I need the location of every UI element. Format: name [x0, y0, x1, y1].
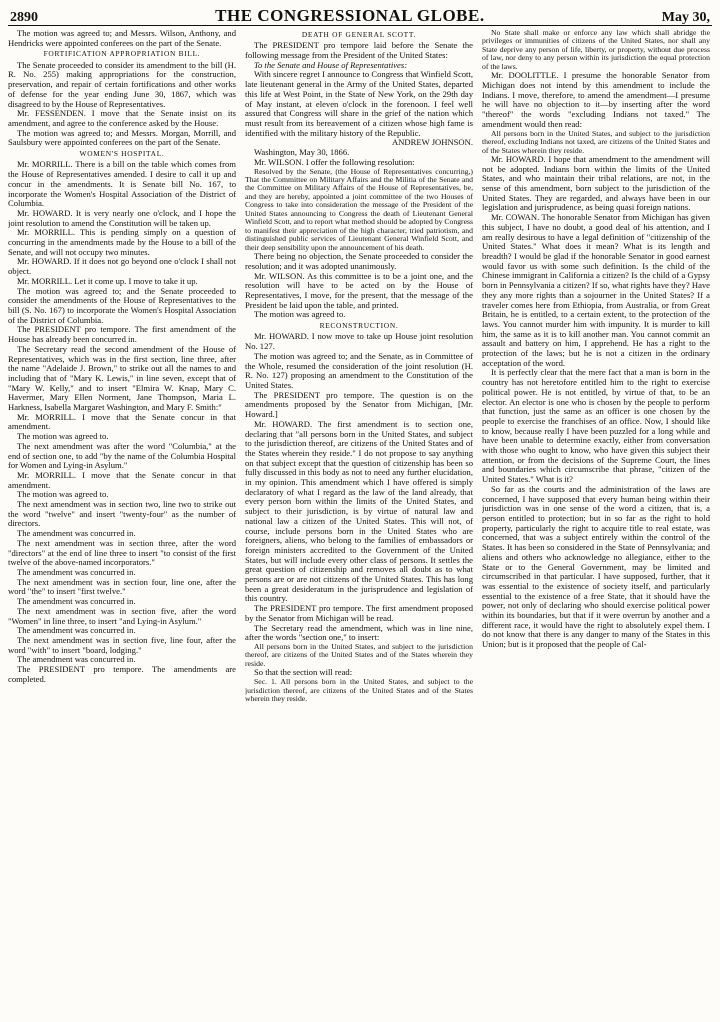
- column-middle: [245, 29, 473, 1022]
- paragraph: Mr. MORRILL. Let it come up. I move to take it up.: [17, 275, 198, 286]
- paragraph: The amendment was concurred in.: [17, 596, 136, 607]
- paragraph: The PRESIDENT pro tempore laid before the Senate the following message from the President of the United States:: [245, 40, 473, 61]
- paragraph: The motion was agreed to; and Messrs. Wilson, Anthony, and Hendricks were appointed conferees on the part of the Senate.: [8, 29, 236, 48]
- column-left: [8, 29, 236, 1022]
- section-heading: RECONSTRUCTION.: [319, 321, 399, 331]
- paragraph: Mr. HOWARD. I hope that amendment to the amendment will not be adopted. Indians born within the limits of the United States, and who maintain their tribal relations, are not, in the sense of this amendment, born subject to the jurisdiction of the United States. They are regarded, and always have been in our legislation and jurisprudence, as being quasi foreign nations.: [482, 153, 710, 213]
- issue-date: May 30,: [661, 10, 710, 25]
- section-heading: FORTIFICATION APPROPRIATION BILL.: [43, 49, 201, 59]
- paragraph: Mr. DOOLITTLE. I presume the honorable Senator from Michigan does not intend by this amendment to include the Indians. I move, therefore, to amend the amendment—I presume he will have no objection to it—by inserting after the word "thereof" the words "excluding Indians not taxed." The amendment would then read:: [482, 70, 710, 129]
- paragraph: Mr. HOWARD. The first amendment is to section one, declaring that "all persons born in the United States, and subject to the jurisdiction thereof, are citizens of the United States and of the States wherein they reside." I do not propose to say anything on that subject except that the question of citizenship has been so fully discussed in this body as not to need any further elucidation, in my opinion. This amendment which I have offered is simply declaratory of what I regard as the law of the land already, that every person born within the limits of the United States, and subject to their jurisdiction, is by virtue of natural law and national law a citizen of the United States. This will not, of course, include persons born in the United States who are foreigners, aliens, who belong to the families of embassadors or foreign ministers accredited to the Government of the United States, but will include every other class of persons. It settles the great question of citizenship and removes all doubt as to what persons are or are not citizens of the United States. This has long been a great desideratum in the jurisprudence and legislation of this country.: [245, 418, 473, 604]
- paragraph: The next amendment was in section four, line one, after the word "the" to insert "first twelve.": [8, 576, 236, 597]
- paragraph: ANDREW JOHNSON.: [391, 137, 473, 148]
- paragraph: No State shall make or enforce any law which shall abridge the privileges or immunities of citizens of the United States, nor shall any State deprive any person of life, liberty, or property, without due process of law, nor deny to any person within its jurisdiction the equal protection of the laws.: [482, 29, 710, 71]
- column-right: [482, 29, 710, 1022]
- page-number: 2890: [10, 10, 38, 25]
- paragraph: The motion was agreed to; and the Senate, as in Committee of the Whole, resumed the consideration of the joint resolution (H. R. No. 127) proposing an amendment to the Constitution of the United States.: [245, 350, 473, 390]
- paragraph: Sec. 1. All persons born in the United States, and subject to the jurisdiction thereof, are citizens of the United States and of the States wherein they reside.: [245, 677, 473, 704]
- paragraph: The amendment was concurred in.: [17, 625, 136, 636]
- paragraph: The motion was agreed to; and the Senate proceeded to consider the amendments of the House of Representatives to the bill (S. No. 167) to incorporate the Women's Hospital Association of the District of Columbia.: [8, 285, 236, 325]
- publication-title: THE CONGRESSIONAL GLOBE.: [215, 6, 485, 25]
- paragraph: Mr. MORRILL. There is a bill on the table which comes from the House of Representatives amended. I desire to call it up and concur in the amendments. It is Senate bill No. 167, to incorporate the Women's Hospital Association of the District of Columbia.: [8, 159, 236, 209]
- paragraph: Washington, May 30, 1866.: [254, 147, 350, 158]
- paragraph: With sincere regret I announce to Congress that Winfield Scott, late lieutenant general in the Army of the United States, departed this life at West Point, in the State of New York, on the 29th day of May instant, at eleven o'clock in the forenoon. I feel well assured that Congress will share in the grief of the nation which must result from its bereavement of a citizen whose high fame is identified with the military history of the Republic.: [245, 69, 473, 138]
- paragraph: The Secretary read the second amendment of the House of Representatives, which was in the first section, line three, after the name "Adelaide J. Brown," to strike out all the names to and including that of "Mary K. Lewis," in line seven, except that of "Mary W. Kelly," and to insert "Elmira W. Knap, Mary C. Havermer, Mary Ellen Norment, Jane Thompson, Maria L. Harkness, Isabella Margaret Washington, and Mary F. Smith:": [8, 343, 236, 413]
- paragraph: All persons born in the United States, and subject to the jurisdiction thereof, excluding Indians not taxed, are citizens of the United States and of the States wherein they reside.: [482, 128, 710, 155]
- paragraph: The amendment was concurred in.: [17, 654, 136, 665]
- paragraph: The motion was agreed to.: [17, 431, 109, 442]
- paragraph: Mr. MORRILL. This is pending simply on a question of concurring in the amendments made by the House to a bill of the Senate, and will not occupy two minutes.: [8, 227, 236, 257]
- paragraph: Mr. HOWARD. I now move to take up House joint resolution No. 127.: [245, 331, 473, 352]
- paragraph: The Senate proceeded to consider its amendment to the bill (H. R. No. 255) making appropriations for the construction, preservation, and repair of certain fortifications and other works of defense for the year ending June 30, 1867, which was disagreed to by the House of Representatives.: [8, 59, 236, 109]
- paragraph: Mr. HOWARD. It is very nearly one o'clock, and I hope the joint resolution to amend the Constitution will be taken up.: [8, 207, 236, 228]
- paragraph: It is perfectly clear that the mere fact that a man is born in the country has not heretofore entitled him to the right to exercise political power. He is not entitled, by virtue of that, to be an elector. An elector is one who is chosen by the people to perform that function, just the same as an officer is one chosen by the people to exercise the franchises of an office. Now, I should like to know, because really I have been puzzled for a long while and have been unable to determine exactly, either from conversation with those who ought to know, who have given this subject their attention, or from the decisions of the Supreme Court, the lines and boundaries which circumscribe that phrase, "citizen of the United States." What is it?: [482, 367, 710, 485]
- paragraph: Mr. WILSON. I offer the following resolution:: [254, 156, 415, 167]
- page-header: [8, 6, 712, 26]
- paragraph: The PRESIDENT pro tempore. The amendments are completed.: [8, 664, 236, 684]
- paragraph: The PRESIDENT pro tempore. The first amendment proposed by the Senator from Michigan will be read.: [245, 603, 473, 623]
- paragraph: Mr. MORRILL. I move that the Senate concur in that amendment.: [8, 411, 236, 432]
- paragraph: There being no objection, the Senate proceeded to consider the resolution; and it was adopted unanimously.: [245, 251, 473, 271]
- paragraph: So that the section will read:: [254, 667, 353, 678]
- paragraph: Mr. FESSENDEN. I move that the Senate insist on its amendment, and agree to the conference asked by the House.: [8, 108, 236, 128]
- paragraph: The PRESIDENT pro tempore. The question is on the amendments proposed by the Senator from Michigan, [Mr. Howard.]: [245, 389, 473, 420]
- paragraph: Resolved by the Senate, (the House of Representatives concurring,) That the Committee on Military Affairs and the Militia of the Senate and the Committee on Military Affairs of the House of Representatives, be, and they are hereby, appointed a joint committee of the two Houses of Congress to take into consideration the message of the President of the United States announcing to Congress the death of Lieutenant General Winfield Scott, and to report what method should be adopted by Congress to manifest their appreciation of the high character, tried patriotism, and distinguished public services of Lieutenant General Winfield Scott, and their deep sensibility upon the announcement of his death.: [245, 166, 473, 252]
- section-heading: DEATH OF GENERAL SCOTT.: [301, 30, 417, 39]
- paragraph: Mr. WILSON. As this committee is to be a joint one, and the resolution will have to be acted on by the House of Representatives, I move, for the present, that the message of the President be laid upon the table, and printed.: [245, 270, 473, 310]
- paragraph: Mr. COWAN. The honorable Senator from Michigan has given this subject, I have no doubt, a good deal of his attention, and I am really desirous to have a legal definition of "citizenship of the United States." What does it mean? What is its length and breadth? I would be glad if the honorable Senator in good earnest would favor us with some such definition. Is the child of the Chinese immigrant in California a citizen? Is the child of a Gypsy born in Pennsylvania a citizen? If so, what rights have they? Have they any more rights than a sojourner in the United States? If a traveler comes here from Ethiopia, from Australia, or from Great Britain, he is entitled, to a certain extent, to the protection of the laws. You cannot murder him with impunity. It is murder to kill him, the same as it is to kill another man. You cannot commit an assault and battery on him, I apprehend. He has a right to the protection of the laws; but he is not a citizen in the ordinary acceptation of the word.: [482, 212, 710, 368]
- paragraph: All persons born in the United States, and subject to the jurisdiction thereof, are citizens of the United States and of the States wherein they reside.: [245, 641, 473, 668]
- paragraph: Mr. HOWARD. If it does not go beyond one o'clock I shall not object.: [8, 256, 236, 277]
- paragraph: The motion was agreed to.: [254, 309, 346, 320]
- section-heading: WOMEN'S HOSPITAL.: [79, 149, 165, 159]
- paragraph: The amendment was concurred in.: [17, 528, 136, 539]
- paragraph: The PRESIDENT pro tempore. The first amendment of the House has already been concurred in.: [8, 324, 236, 345]
- paragraph: The amendment was concurred in.: [17, 566, 136, 577]
- paragraph: The motion was agreed to.: [17, 489, 109, 500]
- paragraph: The next amendment was after the word "Columbia," at the end of section one, to add "by the name of the Columbia Hospital for Women and Lying-in Asylum.": [8, 440, 236, 471]
- paragraph: The Secretary read the amendment, which was in line nine, after the words "section one," to insert:: [245, 622, 473, 643]
- paragraph: To the Senate and House of Representatives:: [254, 59, 408, 70]
- paragraph: So far as the courts and the administration of the laws are concerned, I have supposed that every human being within their jurisdiction was in one sense of the word a citizen, that is, a person entitled to protection; but in so far as the right to hold property, particularly the right to acquire title to real estate, was concerned, that was a subject entirely within the control of the States. It has been so considered in the State of Pennsylvania; and aliens and others who acknowledge no allegiance, either to the State or to the General Government, may be limited and circumscribed in that particular. I have supposed, further, that it was essential to the existence of society itself, and particularly essential to the existence of a free State, that it should have the power, not only of declaring who should exercise political power within its boundaries, but that if it were overrun by another and a different race, it would have the right to absolutely expel them. I do not know that there is any danger to many of the States in this Union; but is it proposed that the people of Cal-: [482, 483, 710, 650]
- paragraph: The motion was agreed to; and Messrs. Morgan, Morrill, and Saulsbury were appointed conferees on the part of the Senate.: [8, 127, 236, 148]
- text-columns: [8, 29, 712, 1022]
- paragraph: The next amendment was in section five, line four, after the word "with" to insert "board, lodging.": [8, 634, 236, 655]
- paragraph: The next amendment was in section five, after the word "Women" in line three, to insert "and Lying-in Asylum.": [8, 605, 236, 626]
- paragraph: The next amendment was in section three, after the word "directors" at the end of line three to insert "to consist of the first twelve of the above-named incorporators.": [8, 537, 236, 568]
- paragraph: The next amendment was in section two, line two to strike out the word "twelve" and insert "twenty-four" as the number of directors.: [8, 499, 236, 529]
- paragraph: Mr. MORRILL. I move that the Senate concur in that amendment.: [8, 469, 236, 490]
